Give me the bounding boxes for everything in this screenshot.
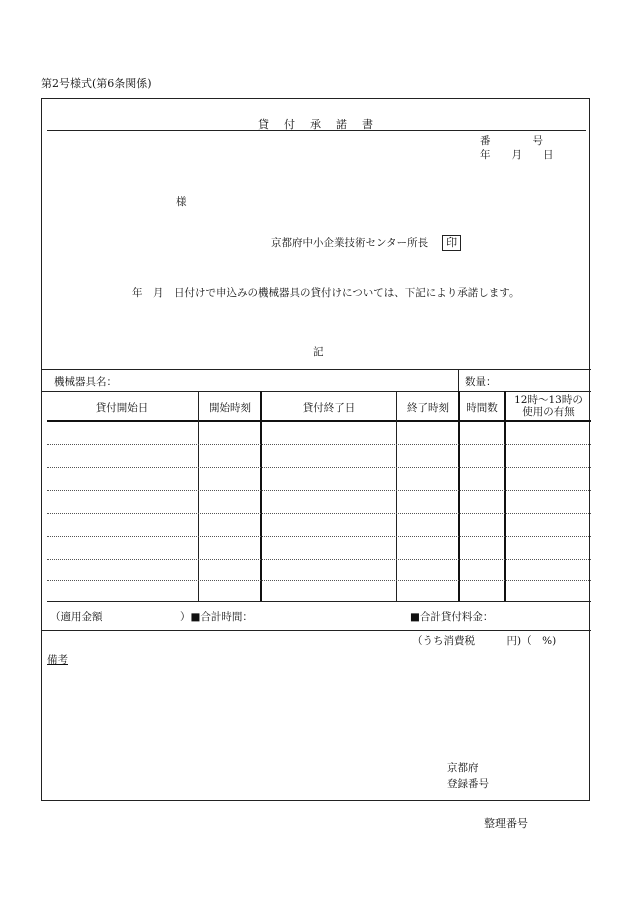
issuer-name: 京都府中小企業技術センター所長	[271, 237, 429, 249]
remarks-label: 備考	[47, 654, 68, 666]
col-divider	[458, 391, 460, 601]
col-header-start-time: 開始時刻	[209, 402, 251, 414]
col-divider	[396, 391, 397, 601]
serial-number-label: 整理番号	[484, 817, 528, 830]
issuer-line	[271, 235, 461, 251]
total-fee-label: ■合計貸付料金：	[410, 611, 494, 623]
table-row	[47, 490, 591, 491]
divider	[42, 369, 591, 370]
approval-form	[41, 98, 590, 801]
equipment-name-label: 機械器具名：	[54, 376, 117, 388]
col-header-hours: 時間数	[466, 402, 498, 414]
ki-label: 記	[313, 346, 324, 358]
title-underline	[47, 130, 586, 131]
col-header-start-date: 貸付開始日	[95, 402, 149, 414]
date-label: 年 月 日	[480, 149, 554, 161]
table-row	[47, 467, 591, 468]
col-divider	[260, 391, 262, 601]
tax-label: （うち消費税 円)（ %)	[412, 635, 557, 647]
document-title-text: 貸 付 承 諾 書	[258, 118, 375, 131]
divider	[42, 630, 591, 631]
applied-amount-label: （適用金額	[50, 611, 103, 623]
col-header-lunch-use-line1: 12時～13時の	[514, 394, 583, 406]
col-header-end-time: 終了時刻	[407, 402, 449, 414]
col-header-end-date: 貸付終了日	[302, 402, 356, 414]
table-bottom-border	[47, 601, 591, 602]
seal-icon: 印	[442, 235, 461, 251]
col-header-lunch-use-line2: 使用の有無	[522, 406, 575, 418]
form-label: 第2号様式(第6条関係)	[41, 77, 152, 90]
divider	[42, 391, 591, 392]
total-time-label: ）■合計時間：	[180, 611, 253, 623]
col-divider	[198, 391, 199, 601]
table-row	[47, 513, 591, 514]
table-row	[47, 580, 591, 581]
addressee-suffix: 様	[176, 196, 187, 208]
table-row	[47, 536, 591, 537]
body-text: 年 月 日付けで申込みの機械器具の貸付けについては、下記により承諾します。	[132, 287, 520, 299]
table-row	[47, 444, 591, 445]
table-row	[47, 559, 591, 560]
divider	[458, 369, 459, 391]
col-divider	[504, 391, 506, 601]
quantity-label: 数量：	[465, 376, 497, 388]
table-header-border	[47, 420, 591, 422]
footer-org: 京都府	[447, 762, 479, 774]
number-label: 番 号	[480, 135, 543, 147]
footer-registration-number: 登録番号	[447, 778, 489, 790]
col-header-lunch-use	[506, 394, 591, 418]
